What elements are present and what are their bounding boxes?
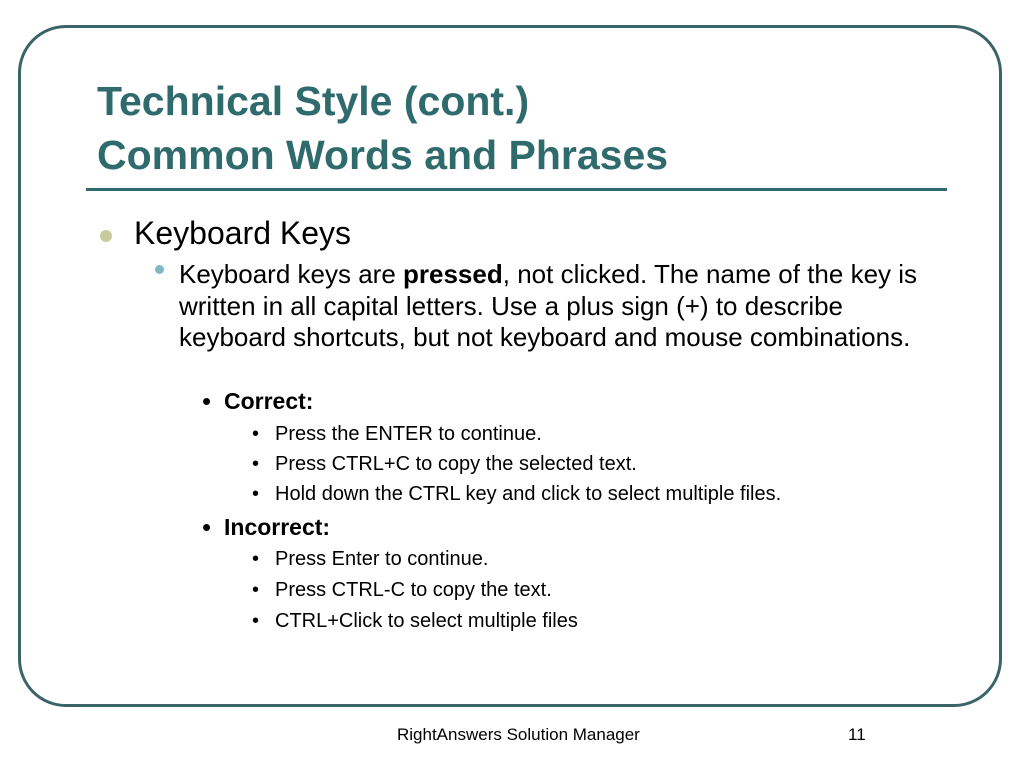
incorrect-example-item: Press CTRL-C to copy the text. [275, 579, 552, 601]
bullet-keyboard-keys: Keyboard Keys [134, 215, 352, 251]
correct-example-item: Press CTRL+C to copy the selected text. [275, 453, 637, 475]
bullet-dot-icon [100, 230, 112, 242]
correct-label: Correct: [224, 388, 314, 414]
bullet-dot-icon: • [202, 386, 212, 416]
incorrect-example-item: CTRL+Click to select multiple files [275, 610, 578, 632]
incorrect-example-item: Press Enter to continue. [275, 548, 489, 570]
bullet-keyboard-keys-description [179, 259, 949, 354]
slide-title [97, 74, 668, 182]
bullet-dot-icon: • [202, 512, 212, 542]
description-text-end: , not clicked. The name of the key is written in all capital letters. Use a plus sign (+) to describe keyboard shortcuts, but not keyboard and mouse combinations. [179, 259, 918, 352]
bullet-dot-icon [155, 265, 164, 274]
description-text-start: Keyboard keys are [179, 259, 404, 289]
bullet-dot-icon: • [252, 453, 260, 475]
footer-title: RightAnswers Solution Manager [397, 725, 640, 744]
page-number: 11 [848, 725, 866, 744]
description-bold-word: pressed [403, 259, 503, 289]
bullet-dot-icon: • [252, 610, 260, 632]
bullet-dot-icon: • [252, 483, 260, 505]
correct-example-item: Hold down the CTRL key and click to select multiple files. [275, 483, 782, 505]
slide-title-line-1: Technical Style (cont.) [97, 78, 530, 124]
correct-example-item: Press the ENTER to continue. [275, 423, 542, 445]
bullet-dot-icon: • [252, 579, 260, 601]
title-divider [86, 188, 947, 191]
slide-title-line-2: Common Words and Phrases [97, 132, 669, 178]
bullet-dot-icon: • [252, 423, 260, 445]
bullet-dot-icon: • [252, 548, 260, 570]
incorrect-label: Incorrect: [224, 514, 331, 540]
